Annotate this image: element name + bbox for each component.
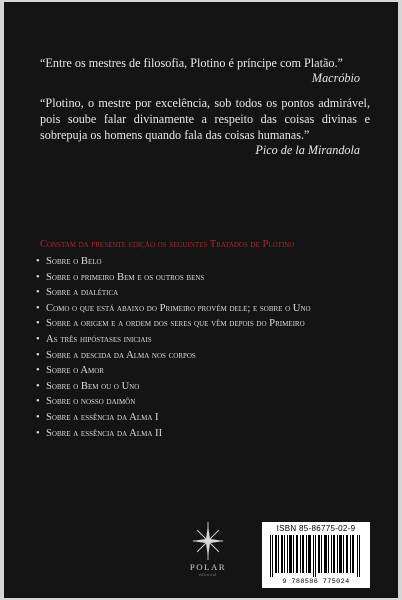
barcode-digits: 9 788586 775024: [282, 578, 350, 586]
star-logo-icon: [191, 521, 225, 561]
treatise-item: • Sobre o Belo: [36, 254, 381, 270]
quote-author-pico: Pico de la Mirandola: [255, 143, 360, 157]
publisher-name: POLAR: [189, 562, 227, 572]
treatise-list: [36, 254, 381, 441]
treatise-item: • Sobre a origem e a ordem dos seres que vêm depois do Primeiro: [36, 316, 381, 332]
isbn-barcode: [262, 522, 370, 588]
treatise-item: • As três hipóstases iniciais: [36, 332, 381, 348]
treatise-item: • Sobre a dialética: [36, 285, 381, 301]
publisher-logo: [185, 521, 231, 591]
quote-author-macrobio: Macróbio: [311, 71, 360, 85]
treatise-item: • Sobre a essência da Alma II: [36, 426, 381, 442]
treatise-item: • Sobre o Bem ou o Uno: [36, 379, 381, 395]
treatise-item: • Sobre o nosso daimôn: [36, 394, 381, 410]
treatise-item: • Sobre o Amor: [36, 363, 381, 379]
treatise-item: • Como o que está abaixo do Primeiro provém dele; e sobre o Uno: [36, 301, 381, 317]
contents-heading: Constam da presente edição os seguintes Tratados de Plotino: [40, 239, 295, 250]
isbn-label: ISBN 85-86775-02-9: [276, 524, 356, 533]
quote-pico: “Plotino, o mestre por excelência, sob todos os pontos admirável, pois soube falar divinamente a respeito das coisas divinas e sobrepuja os homens quando fala das coisas humanas.”: [40, 96, 370, 142]
publisher-subtitle: editorial: [199, 572, 217, 577]
barcode-icon: [270, 535, 362, 577]
treatise-item: • Sobre a essência da Alma I: [36, 410, 381, 426]
treatise-item: • Sobre o primeiro Bem e os outros bens: [36, 270, 381, 286]
treatise-item: • Sobre a descida da Alma nos corpos: [36, 348, 381, 364]
quote-macrobio: “Entre os mestres de filosofia, Plotino é príncipe com Platão.”: [40, 56, 343, 70]
